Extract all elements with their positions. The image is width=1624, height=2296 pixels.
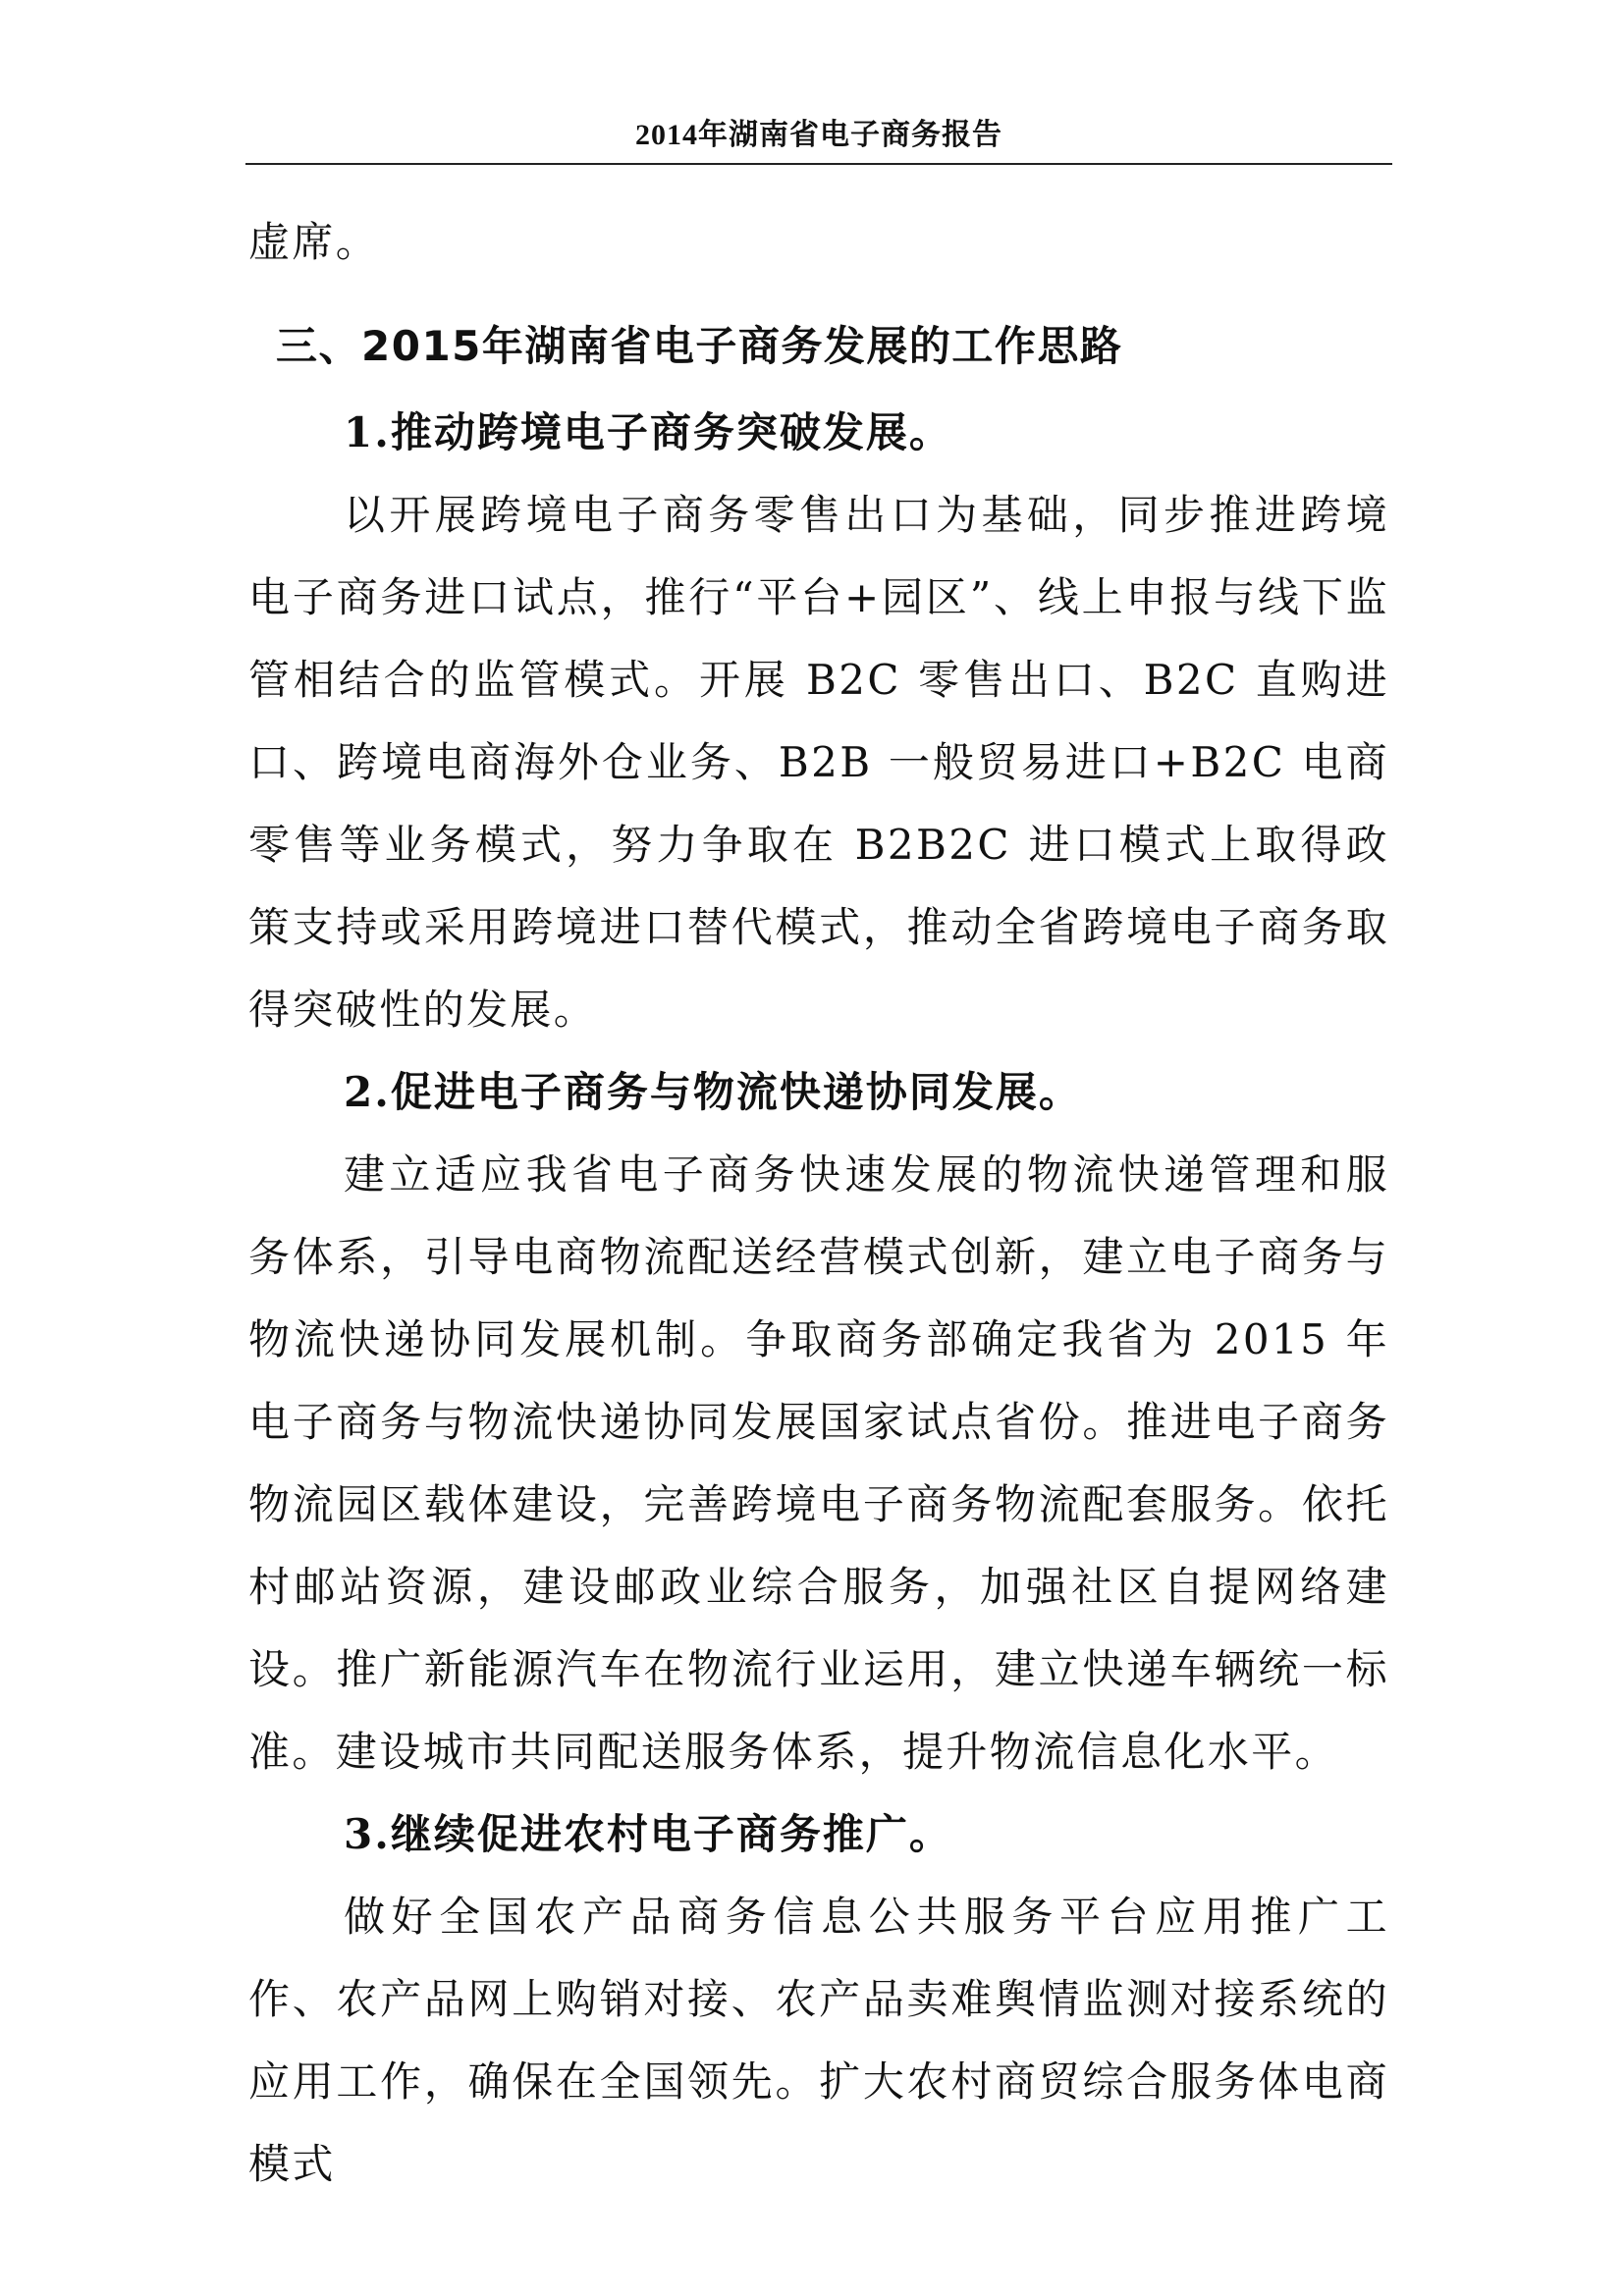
subsection-paragraph-2: 建立适应我省电子商务快速发展的物流快递管理和服务体系，引导电商物流配送经营模式创新，建立电子商务与物流快递协同发展机制。争取商务部确定我省为 2015 年电子商务与物流快递协同发展国家试点省份。推进电子商务物流园区载体建设，完善跨境电子商务物流配套服务。依托村邮站资源，建设邮政业综合服务，加强社区自提网络建设。推广新能源汽车在物流行业运用，建立快递车辆统一标准。建设城市共同配送服务体系，提升物流信息化水平。 [248,1150,1389,1776]
section-title: 三、2015年湖南省电子商务发展的工作思路 [276,322,1123,370]
document-body [248,201,1389,2206]
subsection-heading-3: 3.继续促进农村电子商务推广。 [344,1810,952,1858]
subsection-paragraph-3: 做好全国农产品商务信息公共服务平台应用推广工作、农产品网上购销对接、农产品卖难舆情监测对接系统的应用工作，确保在全国领先。扩大农村商贸综合服务体电商模式 [248,1893,1389,2188]
subsection-heading-2: 2.促进电子商务与物流快递协同发展。 [344,1068,1082,1116]
continued-paragraph-fragment: 虚席。 [248,218,380,266]
subsection-paragraph-1: 以开展跨境电子商务零售出口为基础，同步推进跨境电子商务进口试点，推行“平台+园区”、线上申报与线下监管相结合的监管模式。开展 B2C 零售出口、B2C 直购进口、跨境电商海外仓业务、B2B 一般贸易进口+B2C 电商零售等业务模式，努力争取在 B2B2C 进口模式上取得政策支持或采用跨境进口替代模式，推动全省跨境电子商务取得突破性的发展。 [248,491,1389,1034]
header-divider [245,163,1392,165]
page-header-title: 2014年湖南省电子商务报告 [635,119,1002,151]
subsection-heading-1: 1.推动跨境电子商务突破发展。 [344,408,952,456]
